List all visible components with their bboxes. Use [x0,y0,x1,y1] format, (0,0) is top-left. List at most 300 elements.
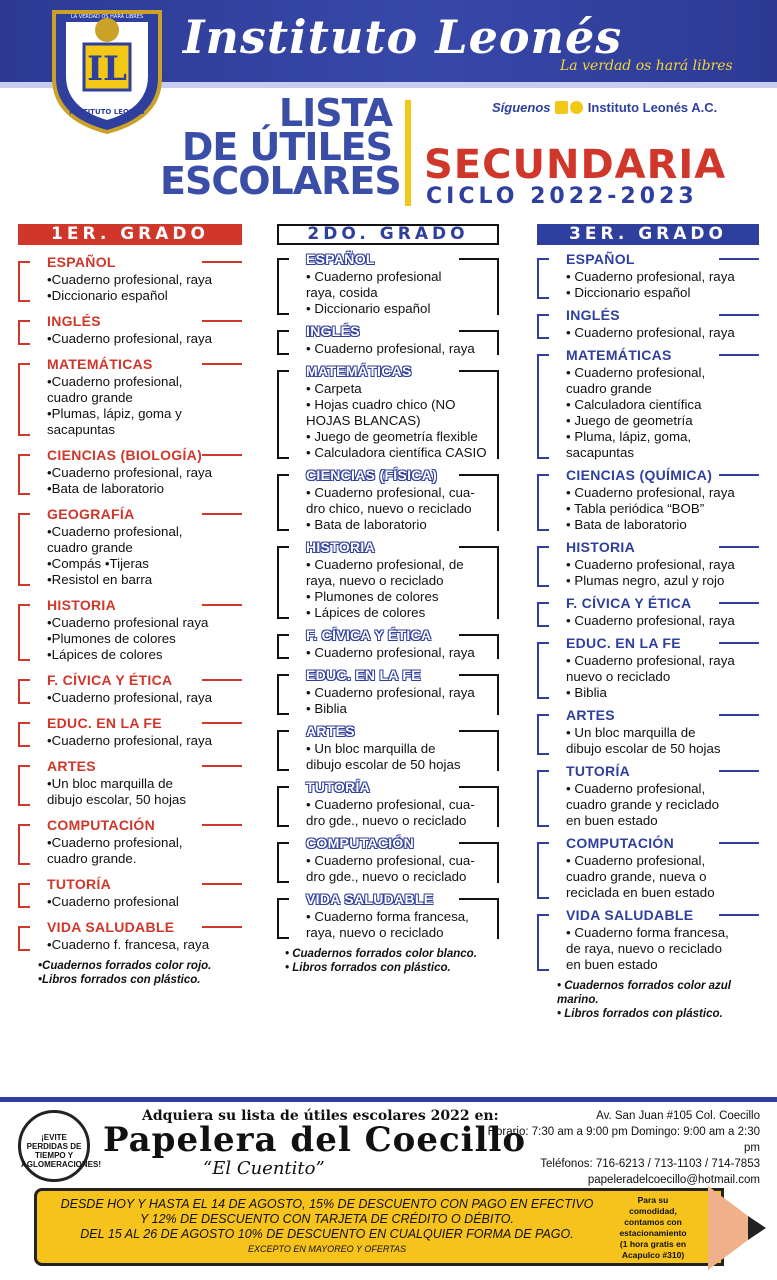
list-item: • Cuaderno profesional, raya [566,269,735,284]
list-item: •Cuaderno profesional, [47,374,183,389]
store-name: Papelera del Coecillo [103,1120,527,1160]
section-bracket [537,714,549,755]
social-follow [492,100,717,115]
crest-motto: LA VERDAD OS HARÁ LIBRES [70,14,144,20]
list-item: • Cuaderno profesional, [566,781,706,796]
list-item: • Cuaderno profesional [306,269,442,284]
subject-section [537,905,759,973]
title-divider [405,100,411,206]
section-rule [202,926,242,928]
subject-items [47,463,242,497]
section-rule-end [497,258,499,315]
section-bracket [537,914,549,971]
list-item: •Resistol en barra [47,572,153,587]
list-item: cuadro grande [47,540,133,555]
list-item: • Juego de geometría flexible [306,429,478,444]
section-bracket [18,926,30,951]
section-rule [202,604,242,606]
list-item: •Cuaderno profesional raya [47,615,209,630]
subject-title: TUTORÍA [47,876,112,892]
section-bracket [537,314,549,339]
list-item: • Cuaderno profesional, raya [306,685,475,700]
subject-title: EDUC. EN LA FE [306,667,421,683]
school-crest-icon [48,6,166,134]
subject-title: ARTES [566,707,615,723]
section-rule [719,642,759,644]
promo-line-1: DESDE HOY Y HASTA EL 14 DE AGOSTO, 15% DE DESCUENTO CON PAGO EN EFECTIVO [60,1197,594,1211]
list-item: • Pluma, lápiz, goma, [566,429,692,444]
subject-items [47,329,242,347]
section-rule [459,674,499,676]
list-item: •Cuaderno f. francesa, raya [47,937,210,952]
school-motto: La verdad os hará libres [560,58,733,74]
subject-title: VIDA SALUDABLE [566,907,694,923]
section-rule [459,474,499,476]
store-address: Av. San Juan #105 Col. Coecillo [596,1110,760,1122]
list-item: • Cuaderno profesional, raya [566,325,735,340]
section-bracket [537,546,549,587]
subject-section [537,833,759,901]
section-bracket [277,786,289,827]
list-item: •Cuaderno profesional, raya [47,690,213,705]
subject-section [18,252,242,304]
subject-items [306,483,499,533]
section-rule [719,258,759,260]
section-bracket [537,842,549,899]
subject-section [277,721,499,773]
section-rule [719,770,759,772]
list-item: •Cuaderno profesional, raya [47,272,213,287]
section-bracket [277,634,289,659]
section-rule [459,370,499,372]
subject-section [18,311,242,347]
section-bracket [18,679,30,704]
subject-title: CIENCIAS (BIOLOGÍA) [47,447,203,463]
subject-items [47,372,242,438]
section-bracket [18,604,30,661]
subject-title: COMPUTACIÓN [306,835,415,851]
list-item: de raya, nuevo o reciclado [566,941,722,956]
subject-items [47,613,242,663]
twitter-icon[interactable] [570,101,583,114]
list-item: en buen estado [566,813,658,828]
list-item: • Biblia [306,701,347,716]
subject-title: HISTORIA [47,597,117,613]
section-rule [202,261,242,263]
list-title-line-2: DE ÚTILES [181,125,392,169]
note-item: • Cuadernos forrados color blanco. [285,948,477,960]
list-item: •Cuaderno profesional, raya [47,733,213,748]
subject-items [566,923,759,973]
pencil-lead-icon [748,1216,766,1240]
section-rule [202,679,242,681]
section-rule [719,602,759,604]
section-bracket [277,258,289,315]
subject-section [277,537,499,621]
store-intro: Adquiera su lista de útiles escolares 2022 en: [142,1108,499,1124]
section-rule-end [497,634,499,659]
subject-section [277,249,499,317]
subject-title: CIENCIAS (FÍSICA) [306,467,438,483]
list-item: nuevo o reciclado [566,669,671,684]
subject-section [537,249,759,301]
subject-items [566,651,759,701]
promo-banner [34,1188,724,1266]
subject-items [306,267,499,317]
subject-items [566,851,759,901]
list-item: •Un bloc marquilla de [47,776,173,791]
list-item: cuadro grande y reciclado [566,797,720,812]
store-email[interactable]: papeleradelcoecillo@hotmail.com [587,1174,760,1186]
list-item: cuadro grande [566,381,652,396]
section-rule [202,363,242,365]
list-item: • Calculadora científica [566,397,702,412]
section-bracket [18,454,30,495]
subject-title: HISTORIA [566,539,636,555]
subject-items [566,555,759,589]
list-item: • Calculadora científica CASIO [306,445,487,460]
section-rule [719,914,759,916]
subject-section [537,345,759,461]
section-rule [202,883,242,885]
subject-section [537,705,759,757]
subject-section [277,665,499,717]
column-second-grade [277,224,499,975]
section-bracket [277,474,289,531]
subject-items [47,688,242,706]
section-rule-end [497,674,499,715]
subject-title: VIDA SALUDABLE [47,919,175,935]
list-item: • Lápices de colores [306,605,426,620]
list-item: •Plumones de colores [47,631,176,646]
list-item: raya, cosida [306,285,378,300]
subject-items [306,795,499,829]
subject-section [277,465,499,533]
subject-title: COMPUTACIÓN [566,835,675,851]
list-item: • Plumones de colores [306,589,439,604]
store-phones: Teléfonos: 716-6213 / 713-1103 / 714-7853 [540,1158,760,1170]
subject-items [566,611,759,629]
school-title: Instituto Leonés [183,10,623,64]
list-item: raya, nuevo o reciclado [306,573,444,588]
subject-items [306,643,499,661]
list-item: sacapuntas [566,445,635,460]
subject-title: EDUC. EN LA FE [47,715,162,731]
section-rule [719,474,759,476]
subject-items [47,892,242,910]
list-item: en buen estado [566,957,658,972]
note-item: •Cuadernos forrados color rojo. [38,960,212,972]
list-item: • Cuaderno profesional, raya [566,653,735,668]
list-item: cuadro grande [47,390,133,405]
section-rule [459,730,499,732]
subject-title: F. CÍVICA Y ÉTICA [566,595,692,611]
subject-items [306,907,499,941]
section-bracket [18,883,30,908]
promo-text [45,1197,609,1257]
section-bracket [18,320,30,345]
list-title [160,91,401,203]
section-rule [202,722,242,724]
list-item: cuadro grande. [47,851,137,866]
column-notes [18,959,242,987]
subject-items [566,323,759,341]
list-item: •Cuaderno profesional [47,894,179,909]
store-subtitle: “El Cuentito” [203,1158,325,1179]
section-bracket [18,513,30,586]
subject-section [18,595,242,663]
list-item: •Diccionario español [47,288,168,303]
column-notes [537,979,759,1021]
subject-title: ARTES [47,758,96,774]
subject-items [566,779,759,829]
list-item: • Carpeta [306,381,362,396]
section-rule [719,714,759,716]
svg-text:IL: IL [87,49,127,89]
section-bracket [18,722,30,747]
list-item: •Bata de laboratorio [47,481,165,496]
section-rule [202,320,242,322]
section-bracket [277,674,289,715]
subject-section [537,305,759,341]
section-bracket [18,824,30,865]
section-rule [202,454,242,456]
subject-title: INGLÉS [47,313,101,329]
section-rule-end [497,546,499,619]
list-item: reciclada en buen estado [566,885,715,900]
list-item: • Cuaderno profesional, [566,365,706,380]
section-bracket [277,370,289,459]
list-item: • Biblia [566,685,607,700]
list-item: • Cuaderno forma francesa, [566,925,729,940]
list-item: dibujo escolar, 50 hojas [47,792,186,807]
subject-section [18,917,242,953]
list-item: •Compás •Tijeras [47,556,149,571]
subject-items [47,522,242,588]
subject-items [306,683,499,717]
section-rule [719,314,759,316]
clock-text: ¡EVITE PERDIDAS DE TIEMPO Y AGLOMERACIONES! [21,1133,101,1169]
subject-section [18,445,242,497]
list-item: • Cuaderno profesional, raya [566,485,735,500]
section-rule [459,634,499,636]
level-title: SECUNDARIA [424,142,727,188]
list-item: • Plumas negro, azul y rojo [566,573,725,588]
subject-section [537,537,759,589]
subject-title: TUTORÍA [566,763,631,779]
list-item: • Cuaderno profesional, raya [566,613,735,628]
list-item: dro chico, nuevo o reciclado [306,501,472,516]
list-item: cuadro grande, nueva o [566,869,707,884]
list-item: • Tabla periódica “BOB” [566,501,705,516]
subject-section [537,465,759,533]
list-item: • Cuaderno forma francesa, [306,909,469,924]
subject-items [566,267,759,301]
list-item: • Cuaderno profesional, cua- [306,797,475,812]
section-rule [459,842,499,844]
section-rule-end [497,898,499,939]
list-item: • Cuaderno profesional, raya [306,645,475,660]
list-item: dibujo escolar de 50 hojas [566,741,721,756]
subject-title: INGLÉS [566,307,620,323]
subject-title: ESPAÑOL [306,251,375,267]
list-item: • Bata de laboratorio [566,517,687,532]
note-item: • Cuadernos forrados color azul [557,980,731,992]
section-rule [202,824,242,826]
list-item: •Plumas, lápiz, goma y [47,406,182,421]
list-item: HOJAS BLANCAS) [306,413,421,428]
list-item: • Cuaderno profesional, cua- [306,485,475,500]
section-bracket [277,546,289,619]
section-rule [719,842,759,844]
section-bracket [277,842,289,883]
section-rule-end [497,370,499,459]
section-rule-end [497,842,499,883]
section-bracket [18,261,30,302]
list-item: •Lápices de colores [47,647,163,662]
subject-title: HISTORIA [306,539,376,555]
section-rule [459,258,499,260]
list-item: •Cuaderno profesional, [47,524,183,539]
follow-account-name: Instituto Leonés A.C. [587,100,718,115]
list-item: • Bata de laboratorio [306,517,427,532]
promo-line-4: EXCEPTO EN MAYOREO Y OFERTAS [247,1244,407,1254]
grade-heading: 2DO. GRADO [277,224,499,245]
list-item: • Cuaderno profesional, raya [566,557,735,572]
list-item: dibujo escolar de 50 hojas [306,757,461,772]
store-hours: Horario: 7:30 am a 9:00 pm Domingo: 9:00 am a 2:30 pm [487,1126,760,1154]
grade-heading: 1ER. GRADO [18,224,242,245]
store-contact [476,1108,760,1188]
column-third-grade [537,224,759,1021]
subject-items [306,379,499,461]
list-item: • Un bloc marquilla de [306,741,436,756]
subject-title: MATEMÁTICAS [566,347,672,363]
subject-section [18,815,242,867]
crest-text: INSTITUTO LEONÉS [69,108,145,116]
subject-items [306,851,499,885]
subject-title: MATEMÁTICAS [306,363,412,379]
column-first-grade [18,224,242,987]
follow-label: Síguenos [492,100,551,115]
note-item: • Libros forrados con plástico. [285,962,451,974]
list-item: • Cuaderno profesional, de [306,557,464,572]
subject-title: ARTES [306,723,355,739]
subject-section [537,761,759,829]
section-bracket [537,770,549,827]
list-item: • Cuaderno profesional, [566,853,706,868]
subject-title: F. CÍVICA Y ÉTICA [306,627,432,643]
list-item: raya, nuevo o reciclado [306,925,444,940]
section-bracket [537,602,549,627]
subject-section [277,777,499,829]
list-title-line-1: LISTA [278,91,392,135]
list-item: • Cuaderno profesional, cua- [306,853,475,868]
subject-items [306,339,499,357]
facebook-icon[interactable] [555,101,568,114]
section-rule [459,546,499,548]
grade-heading: 3ER. GRADO [537,224,759,245]
subject-title: MATEMÁTICAS [47,356,153,372]
list-item: sacapuntas [47,422,116,437]
subject-section [537,593,759,629]
subject-title: INGLÉS [306,323,360,339]
subject-section [18,713,242,749]
list-item: • Juego de geometría [566,413,693,428]
section-bracket [537,354,549,459]
subject-section [18,874,242,910]
section-rule-end [497,786,499,827]
section-rule [719,354,759,356]
list-item: •Cuaderno profesional, raya [47,465,213,480]
subject-items [47,935,242,953]
subject-title: TUTORÍA [306,779,371,795]
subject-title: COMPUTACIÓN [47,817,156,833]
section-bracket [18,765,30,806]
list-title-line-3: ESCOLARES [160,159,401,203]
promo-line-3: DEL 15 AL 26 DE AGOSTO 10% DE DESCUENTO EN CUALQUIER FORMA DE PAGO. [80,1227,574,1241]
list-item: •Cuaderno profesional, raya [47,331,213,346]
subject-title: ESPAÑOL [566,251,635,267]
footer-divider [0,1097,777,1102]
list-item: •Cuaderno profesional, [47,835,183,850]
list-item: dro gde., nuevo o reciclado [306,869,467,884]
subject-items [47,270,242,304]
subject-items [47,774,242,808]
section-bracket [537,642,549,699]
subject-title: CIENCIAS (QUÍMICA) [566,467,713,483]
section-rule-end [497,330,499,355]
section-bracket [537,258,549,299]
section-bracket [277,898,289,939]
section-bracket [277,730,289,771]
subject-items [47,833,242,867]
subject-title: EDUC. EN LA FE [566,635,681,651]
parking-note: Para su comodidad, contamos con estacionamiento (1 hora gratis en Acapulco #310) [619,1195,687,1260]
column-notes [277,947,499,975]
cycle-title: CICLO 2022-2023 [426,184,698,209]
subject-section [18,670,242,706]
note-item: • Libros forrados con plástico. [557,1008,723,1020]
section-bracket [18,363,30,436]
subject-section [277,625,499,661]
list-item: • Cuaderno profesional, raya [306,341,475,356]
list-item: • Un bloc marquilla de [566,725,696,740]
section-rule-end [497,730,499,771]
subject-section [18,756,242,808]
section-rule [459,330,499,332]
subject-section [537,633,759,701]
section-rule [202,765,242,767]
subject-section [277,889,499,941]
section-bracket [277,330,289,355]
list-item: • Hojas cuadro chico (NO [306,397,456,412]
subject-items [566,483,759,533]
subject-items [566,723,759,757]
section-rule-end [497,474,499,531]
clock-icon [18,1110,101,1182]
list-item: • Diccionario español [306,301,431,316]
list-item: • Diccionario español [566,285,691,300]
subject-items [566,363,759,461]
section-bracket [537,474,549,531]
subject-items [306,739,499,773]
subject-items [306,555,499,621]
subject-section [277,833,499,885]
note-item: marino. [557,994,599,1006]
subject-title: VIDA SALUDABLE [306,891,434,907]
subject-title: ESPAÑOL [47,254,116,270]
